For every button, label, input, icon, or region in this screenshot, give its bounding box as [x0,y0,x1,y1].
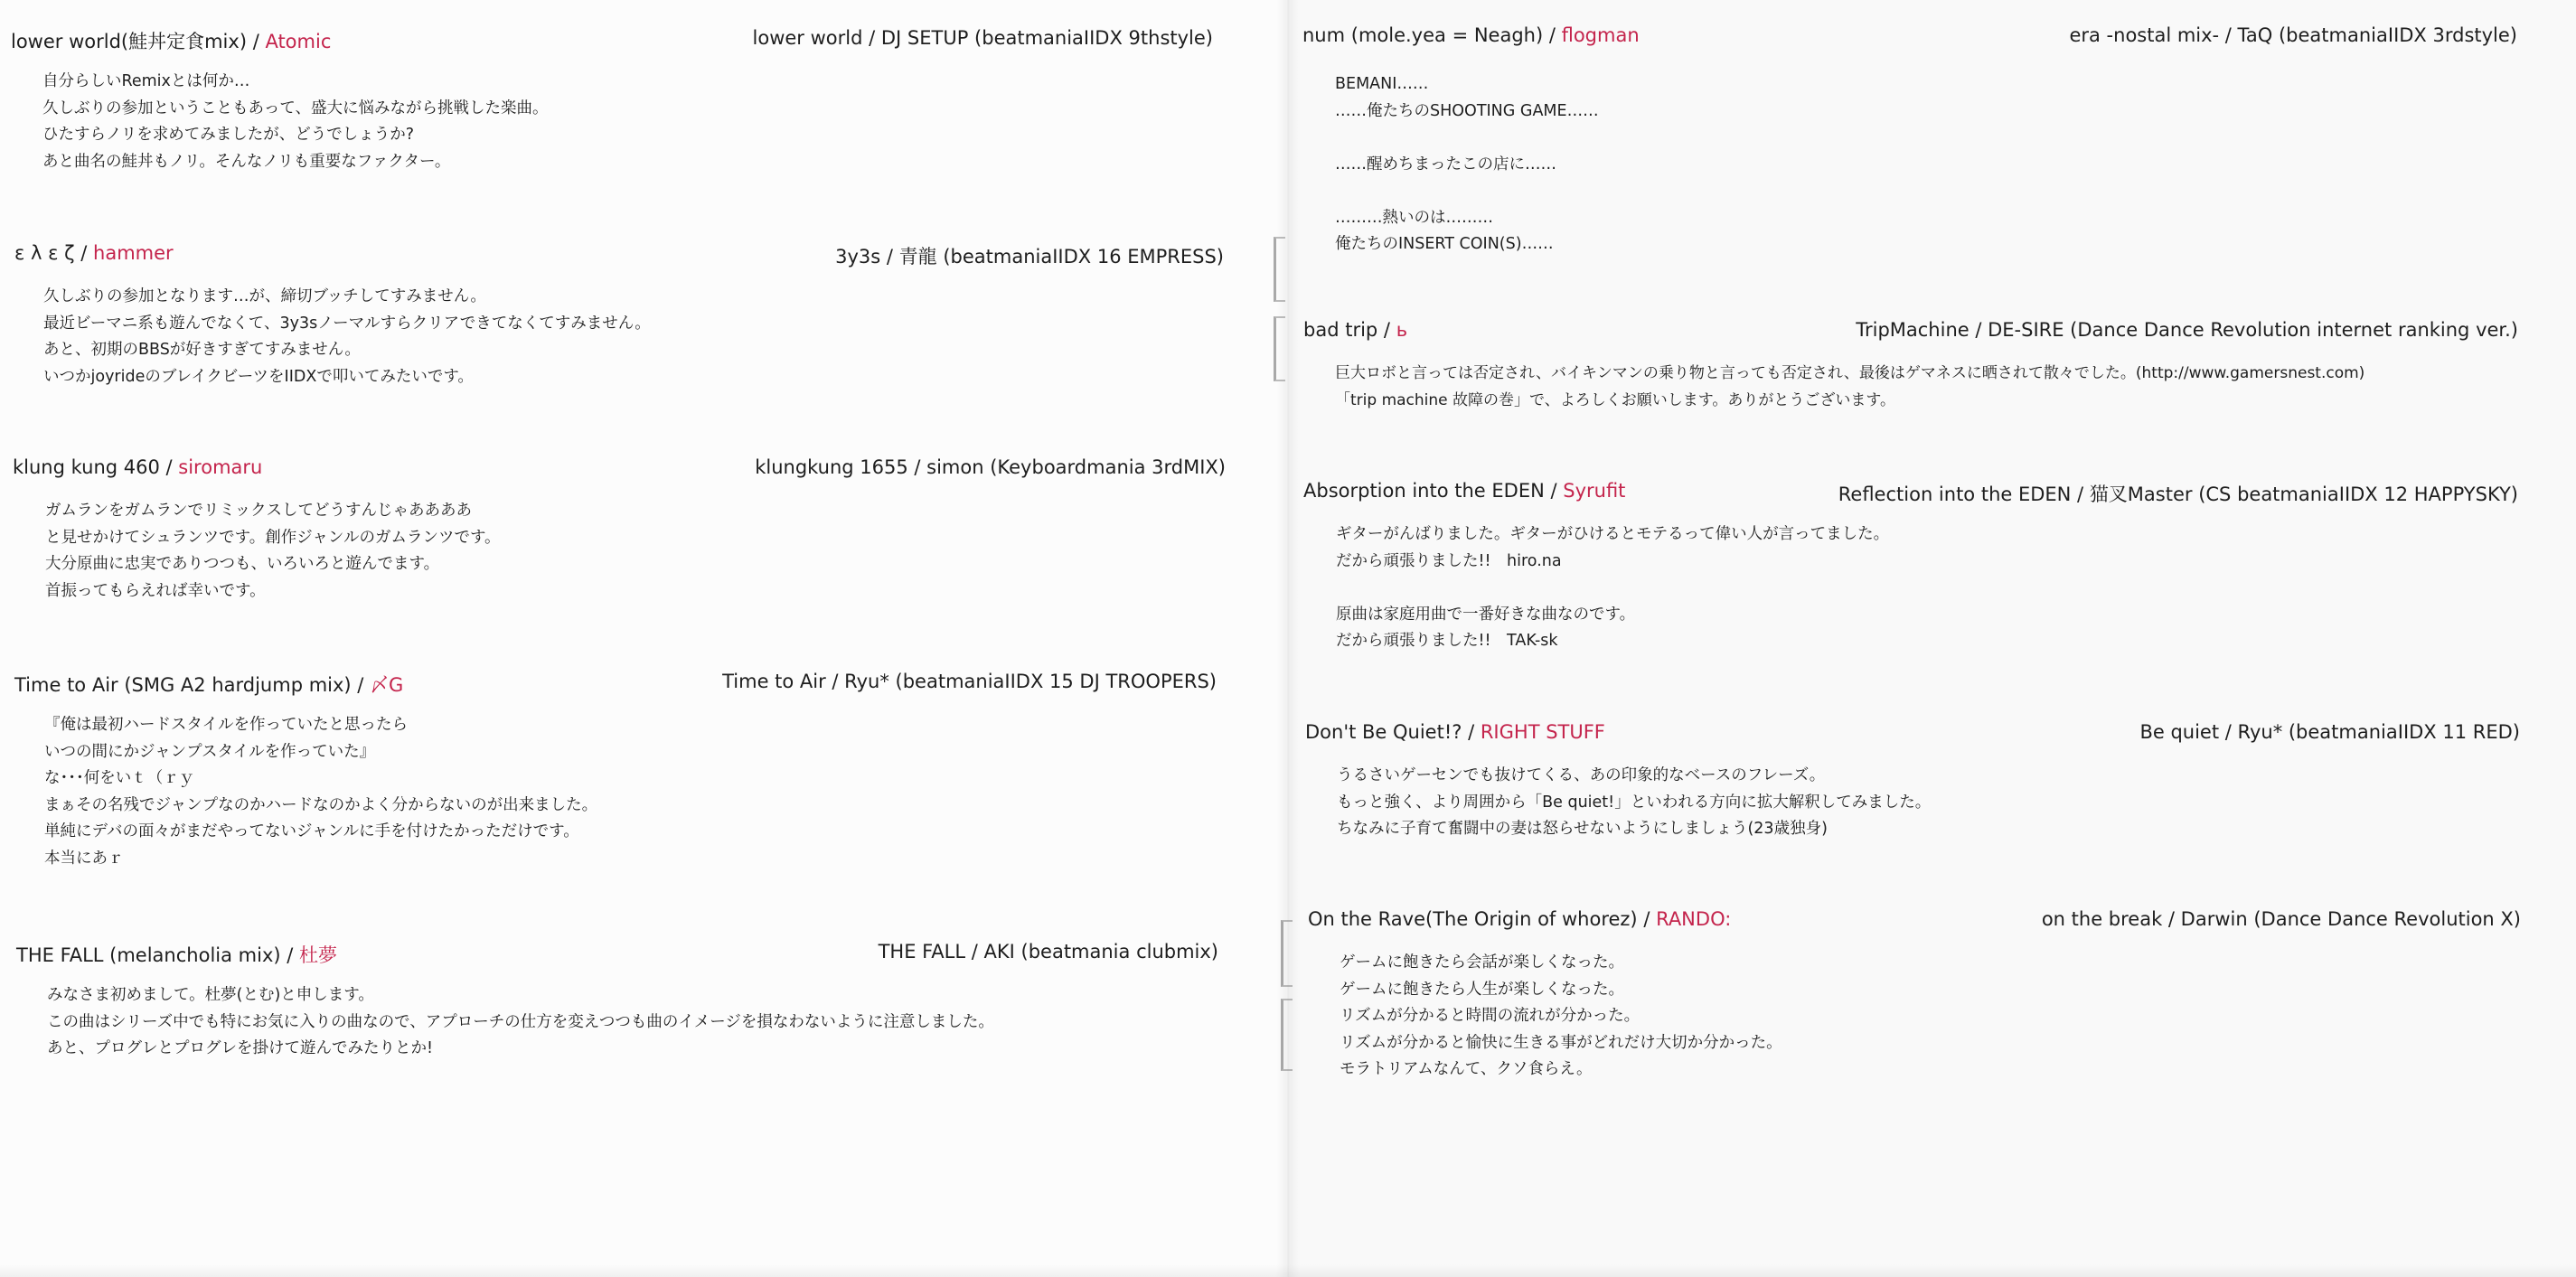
song-title: On the Rave(The Origin of whorez) [1308,908,1638,930]
song-title: bad trip [1303,319,1378,341]
original-song-credit: on the break / Darwin (Dance Dance Revolution X) [2041,908,2521,930]
song-title: THE FALL (melancholia mix) [16,944,281,966]
binding-bracket [1281,920,1293,987]
remixer-name: Atomic [265,31,332,52]
entry-header [1303,480,2518,511]
entry-header [14,242,1224,273]
entry-title-line: Absorption into the EDEN / Syrufit [1303,480,1626,502]
binding-bracket [1274,237,1285,302]
entry-title-line: lower world(鮭丼定食mix) / Atomic [11,31,332,52]
remixer-comment: ゲームに飽きたら会話が楽しくなった。 ゲームに飽きたら人生が楽しくなった。 リズムが分かると時間の流れが分かった。 リズムが分かると愉快に生きる事がどれだけ大切か分かった。 モラトリアムなんて、クソ食らえ。 [1340,953,1782,1078]
song-title: Don't Be Quiet!? [1305,721,1462,743]
entry-header [1302,24,2517,55]
remixer-name: 杜夢 [299,944,338,966]
original-song-credit: Be quiet / Ryu* (beatmaniaIIDX 11 RED) [2139,721,2520,743]
remixer-name: flogman [1561,24,1640,46]
remixer-comment: うるさいゲーセンでも抜けてくる、あの印象的なベースのフレーズ。 もっと強く、より周囲から「Be quiet!」といわれる方向に拡大解釈してみました。 ちなみに子育て奮闘中の妻は怒らせないようにしましょう(23歳独身) [1337,766,1932,838]
entry-title-line: ε λ ε ζ / hammer [14,242,174,264]
remixer-name: hammer [93,242,174,264]
song-title: klung kung 460 [13,456,160,478]
entry-header [13,456,1226,487]
entry-header [1305,721,2520,752]
song-title: Absorption into the EDEN [1303,480,1545,502]
entry-title-line: bad trip / ь [1303,319,1408,341]
original-song-credit: lower world / DJ SETUP (beatmaniaIIDX 9thstyle) [752,27,1213,49]
remixer-comment: 『俺は最初ハードスタイルを作っていたと思ったら いつの間にかジャンプスタイルを作っていた』 な･･･何をいｔ（ｒｙ まぁその名残でジャンプなのかハードなのかよく分からないのが出来ました。 単純にデバの面々がまだやってないジャンルに手を付けたかっただけです。 本当にあｒ [44,716,598,868]
entry-title-line: THE FALL (melancholia mix) / 杜夢 [16,944,338,966]
entry-title-line: On the Rave(The Origin of whorez) / RANDO: [1308,908,1732,930]
book-gutter [1276,0,1300,1277]
remixer-comment: BEMANI…… ……俺たちのSHOOTING GAME…… ……醒めちまったこの店に…… ………熱いのは……… 俺たちのINSERT COIN(S)…… [1335,75,1599,253]
remixer-comment: ギターがんばりました。ギターがひけるとモテるって偉い人が言ってました。 だから頑張りました!! hiro.na 原曲は家庭用曲で一番好きな曲なのです。 だから頑張りました!! TAK-sk [1336,525,1890,650]
entry-header [14,671,1217,701]
entry-header [11,27,1213,58]
entry-header [1303,319,2518,350]
original-song-credit: Reflection into the EDEN / 猫叉Master (CS beatmaniaIIDX 12 HAPPYSKY) [1838,484,2518,505]
remixer-comment: 巨大ロボと言っては否定され、バイキンマンの乗り物と言っても否定され、最後はゲマネスに晒されて散々でした。(http://www.gamersnest.com) 「trip machine 故障の巻」で、よろしくお願いします。ありがとうございます。 [1335,364,2365,409]
remixer-name: Syrufit [1563,480,1626,502]
original-song-credit: klungkung 1655 / simon (Keyboardmania 3rdMIX) [755,456,1226,478]
entry-header [1308,908,2521,939]
original-song-credit: era -nostal mix- / TaQ (beatmaniaIIDX 3rdstyle) [2069,24,2517,46]
right-page [1288,0,2576,1277]
remixer-comment: 自分らしいRemixとは何か… 久しぶりの参加ということもあって、盛大に悩みながら挑戦した楽曲。 ひたすらノリを求めてみましたが、どうでしょうか? あと曲名の鮭丼もノリ。そんなノリも重要なファクター。 [42,72,549,171]
song-title: Time to Air (SMG A2 hardjump mix) [14,674,352,696]
binding-bracket [1274,316,1285,381]
entry-title-line: num (mole.yea = Neagh) / flogman [1302,24,1640,46]
remixer-comment: みなさま初めまして。杜夢(とむ)と申します。 この曲はシリーズ中でも特にお気に入りの曲なので、アプローチの仕方を変えつつも曲のイメージを損なわないように注意しました。 あと、プログレとプログレを掛けて遊んでみたりとか! [47,986,994,1057]
song-title: ε λ ε ζ [14,242,75,264]
remixer-comment: 久しぶりの参加となります…が、締切ブッチしてすみません。 最近ビーマニ系も遊んでなくて、3y3sノーマルすらクリアできてなくてすみません。 あと、初期のBBSが好きすぎてすみません。 いつかjoyrideのブレイクビーツをIIDXで叩いてみたいです。 [43,287,651,386]
original-song-credit: 3y3s / 青龍 (beatmaniaIIDX 16 EMPRESS) [835,246,1224,268]
entry-title-line: Time to Air (SMG A2 hardjump mix) / 〆G [14,674,404,696]
remixer-name: ь [1396,319,1408,341]
original-song-credit: Time to Air / Ryu* (beatmaniaIIDX 15 DJ TROOPERS) [722,671,1217,692]
song-title: num (mole.yea = Neagh) [1302,24,1544,46]
original-song-credit: THE FALL / AKI (beatmania clubmix) [878,941,1218,962]
entry-title-line: Don't Be Quiet!? / RIGHT STUFF [1305,721,1605,743]
page-edge-shadow [0,1264,2576,1277]
remixer-name: RIGHT STUFF [1480,721,1605,743]
remixer-name: RANDO: [1656,908,1732,930]
entry-header [16,941,1218,972]
original-song-credit: TripMachine / DE-SIRE (Dance Dance Revolution internet ranking ver.) [1856,319,2518,341]
remixer-name: siromaru [178,456,263,478]
song-title: lower world(鮭丼定食mix) [11,31,248,52]
remixer-comment: ガムランをガムランでリミックスしてどうすんじゃああああ と見せかけてシュランツです。創作ジャンルのガムランツです。 大分原曲に忠実でありつつも、いろいろと遊んでます。 首振ってもらえれば幸いです。 [45,502,501,600]
entry-title-line: klung kung 460 / siromaru [13,456,263,478]
binding-bracket [1281,999,1293,1071]
remixer-name: 〆G [370,674,404,696]
